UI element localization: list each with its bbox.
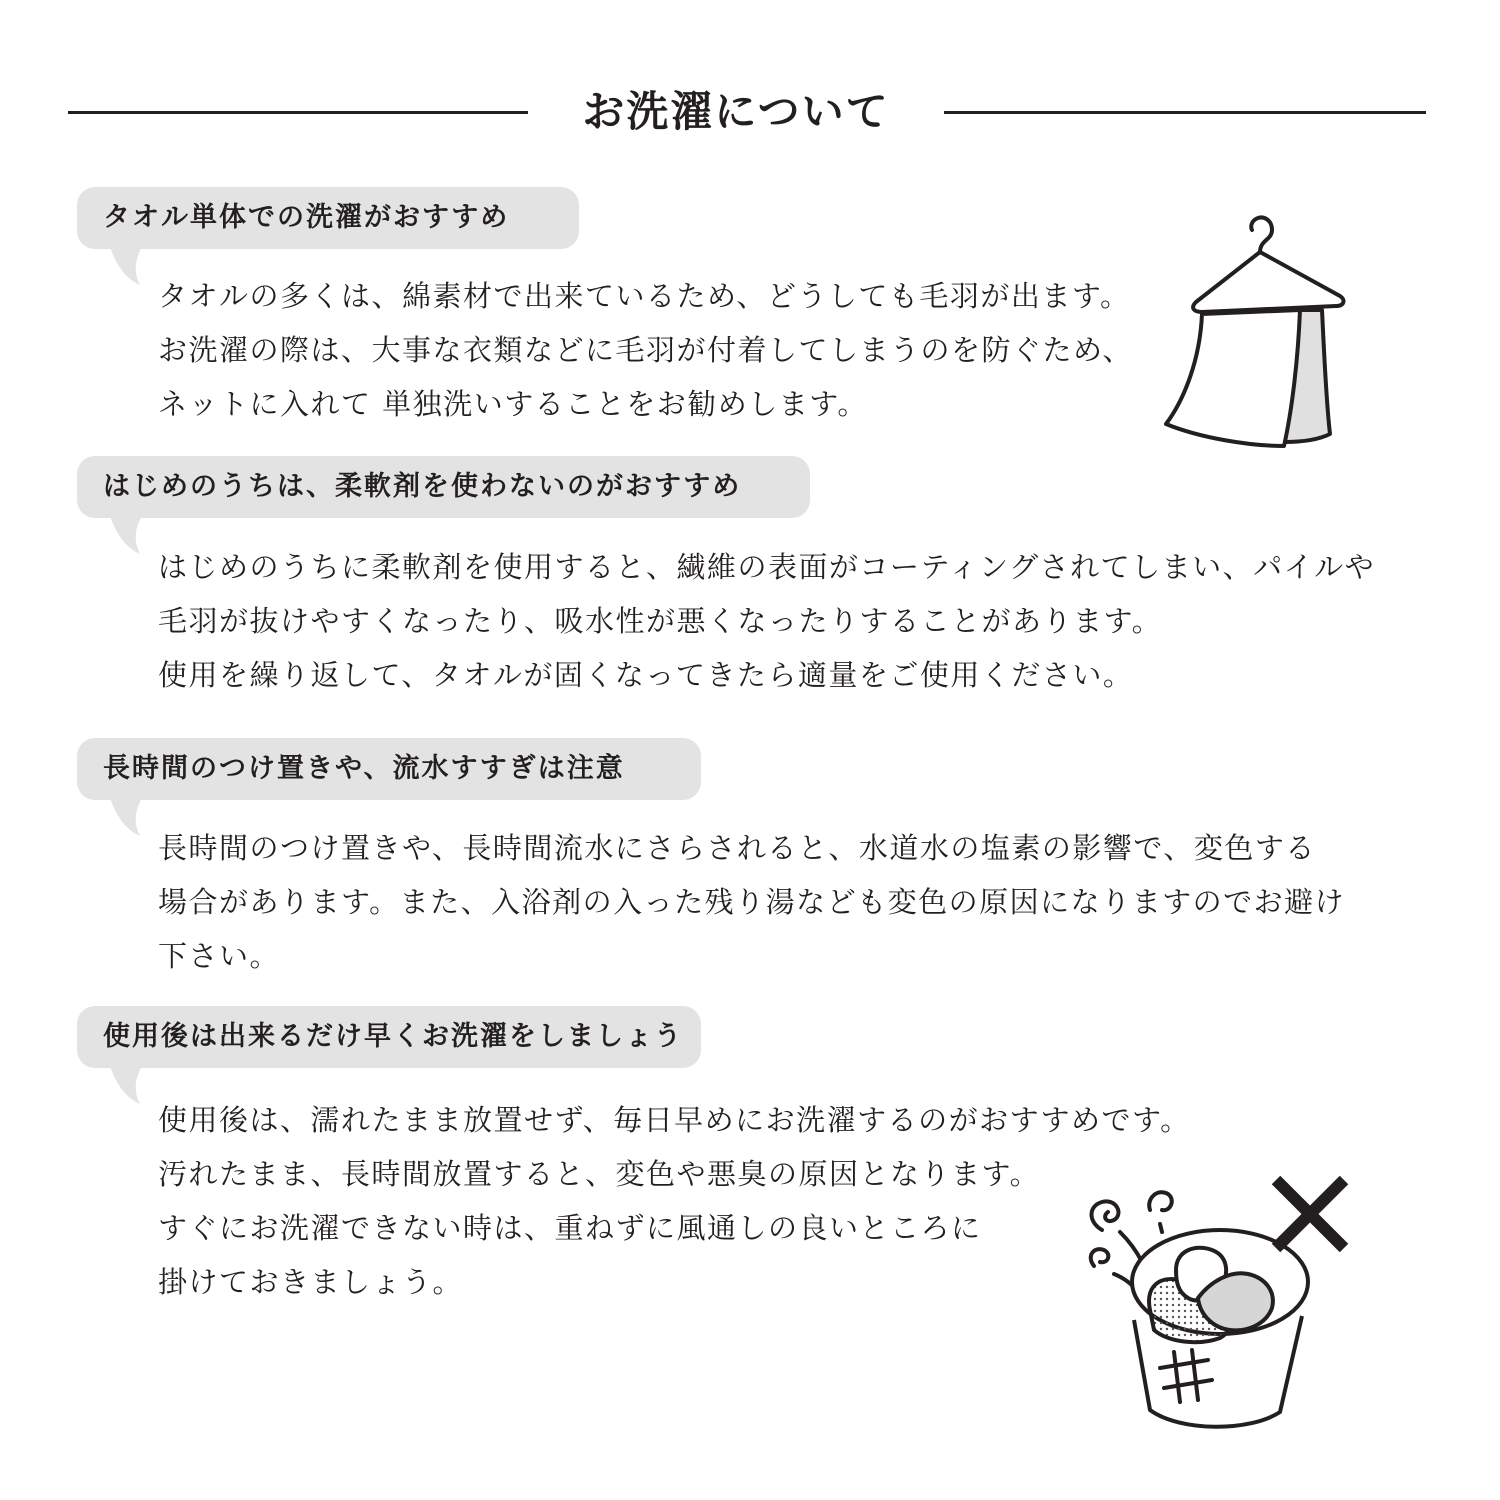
body-line: 使用を繰り返して、タオルが固くなってきたら適量をご使用ください。: [158, 658, 1134, 692]
section-body-3: [158, 821, 1345, 983]
title-rule-left: [68, 111, 528, 114]
towel-on-hanger-icon: [1160, 210, 1360, 455]
x-mark-icon: [1276, 1180, 1344, 1248]
bubble-tail-3: [110, 798, 142, 838]
body-line: 場合があります。また、入浴剤の入った残り湯なども変色の原因になりますのでお避け: [158, 885, 1346, 919]
body-line: すぐにお洗濯できない時は、重ねずに風通しの良いところに: [158, 1211, 982, 1245]
bubble-tail-2: [110, 516, 142, 556]
body-line: 使用後は、濡れたまま放置せず、毎日早めにお洗濯するのがおすすめです。: [158, 1103, 1191, 1137]
body-line: 下さい。: [158, 939, 281, 973]
body-line: 汚れたまま、長時間放置すると、変色や悪臭の原因となります。: [158, 1157, 1041, 1191]
page-title: お洗濯について: [582, 87, 890, 136]
section-body-2: [158, 540, 1375, 702]
smelly-laundry-basket-icon: [1080, 1170, 1365, 1435]
bubble-tail-4: [110, 1066, 142, 1106]
section-heading-3: 長時間のつけ置きや、流水すすぎは注意: [77, 738, 701, 800]
body-line: 長時間のつけ置きや、長時間流水にさらされると、水道水の塩素の影響で、変色する: [158, 831, 1316, 865]
section-body-4: [158, 1093, 1191, 1309]
body-line: はじめのうちに柔軟剤を使用すると、繊維の表面がコーティングされてしまい、パイルや: [158, 550, 1376, 584]
section-heading-1: タオル単体での洗濯がおすすめ: [77, 187, 579, 249]
section-body-1: [158, 269, 1133, 431]
body-line: ネットに入れて 単独洗いすることをお勧めします。: [158, 387, 868, 421]
body-line: タオルの多くは、綿素材で出来ているため、どうしても毛羽が出ます。: [158, 279, 1131, 313]
body-line: お洗濯の際は、大事な衣類などに毛羽が付着してしまうのを防ぐため、: [158, 333, 1133, 367]
body-line: 毛羽が抜けやすくなったり、吸水性が悪くなったりすることがあります。: [158, 604, 1163, 638]
bubble-tail-1: [110, 247, 142, 287]
section-heading-2: はじめのうちは、柔軟剤を使わないのがおすすめ: [77, 456, 810, 518]
title-rule-right: [944, 111, 1426, 114]
body-line: 掛けておきましょう。: [158, 1265, 464, 1299]
section-heading-4: 使用後は出来るだけ早くお洗濯をしましょう: [77, 1006, 701, 1068]
